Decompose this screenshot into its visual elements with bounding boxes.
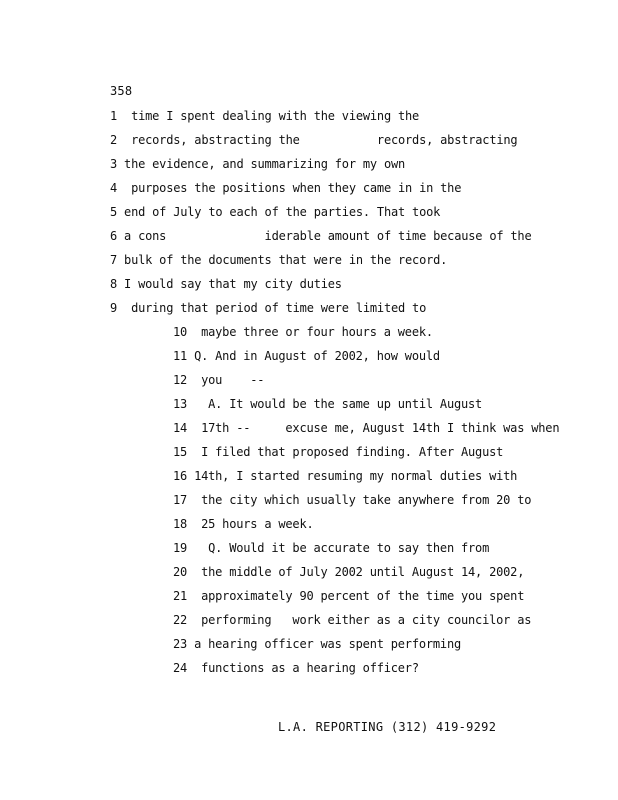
transcript-line-15: 15 I filed that proposed finding. After August: [173, 445, 504, 459]
transcript-line-23: 23 a hearing officer was spent performing: [173, 637, 462, 651]
transcript-line-3: 3 the evidence, and summarizing for my own: [110, 157, 406, 171]
transcript-line-2: 2 records, abstracting the records, abstracting: [110, 133, 518, 147]
transcript-line-1: 1 time I spent dealing with the viewing the: [110, 109, 420, 123]
transcript-line-10: 10 maybe three or four hours a week.: [173, 325, 433, 339]
transcript-line-12: 12 you --: [173, 373, 265, 387]
transcript-line-18: 18 25 hours a week.: [173, 517, 314, 531]
transcript-line-20: 20 the middle of July 2002 until August 14, 2002,: [173, 565, 525, 579]
transcript-line-8: 8 I would say that my city duties: [110, 277, 342, 291]
transcript-line-5: 5 end of July to each of the parties. That took: [110, 205, 441, 219]
transcript-line-19: 19 Q. Would it be accurate to say then from: [173, 541, 490, 555]
transcript-line-13: 13 A. It would be the same up until August: [173, 397, 483, 411]
transcript-line-21: 21 approximately 90 percent of the time you spent: [173, 589, 525, 603]
transcript-line-6: 6 a cons iderable amount of time because of the: [110, 229, 532, 243]
page-number: 358: [110, 84, 133, 98]
transcript-line-14: 14 17th -- excuse me, August 14th I think was when: [173, 421, 560, 435]
transcript-line-22: 22 performing work either as a city councilor as: [173, 613, 532, 627]
transcript-line-16: 16 14th, I started resuming my normal duties with: [173, 469, 518, 483]
reporter-footer: L.A. REPORTING (312) 419-9292: [278, 720, 497, 734]
transcript-line-4: 4 purposes the positions when they came in in the: [110, 181, 462, 195]
transcript-line-11: 11 Q. And in August of 2002, how would: [173, 349, 440, 363]
transcript-line-17: 17 the city which usually take anywhere from 20 to: [173, 493, 532, 507]
transcript-line-7: 7 bulk of the documents that were in the record.: [110, 253, 448, 267]
transcript-line-9: 9 during that period of time were limited to: [110, 301, 427, 315]
transcript-line-24: 24 functions as a hearing officer?: [173, 661, 419, 675]
